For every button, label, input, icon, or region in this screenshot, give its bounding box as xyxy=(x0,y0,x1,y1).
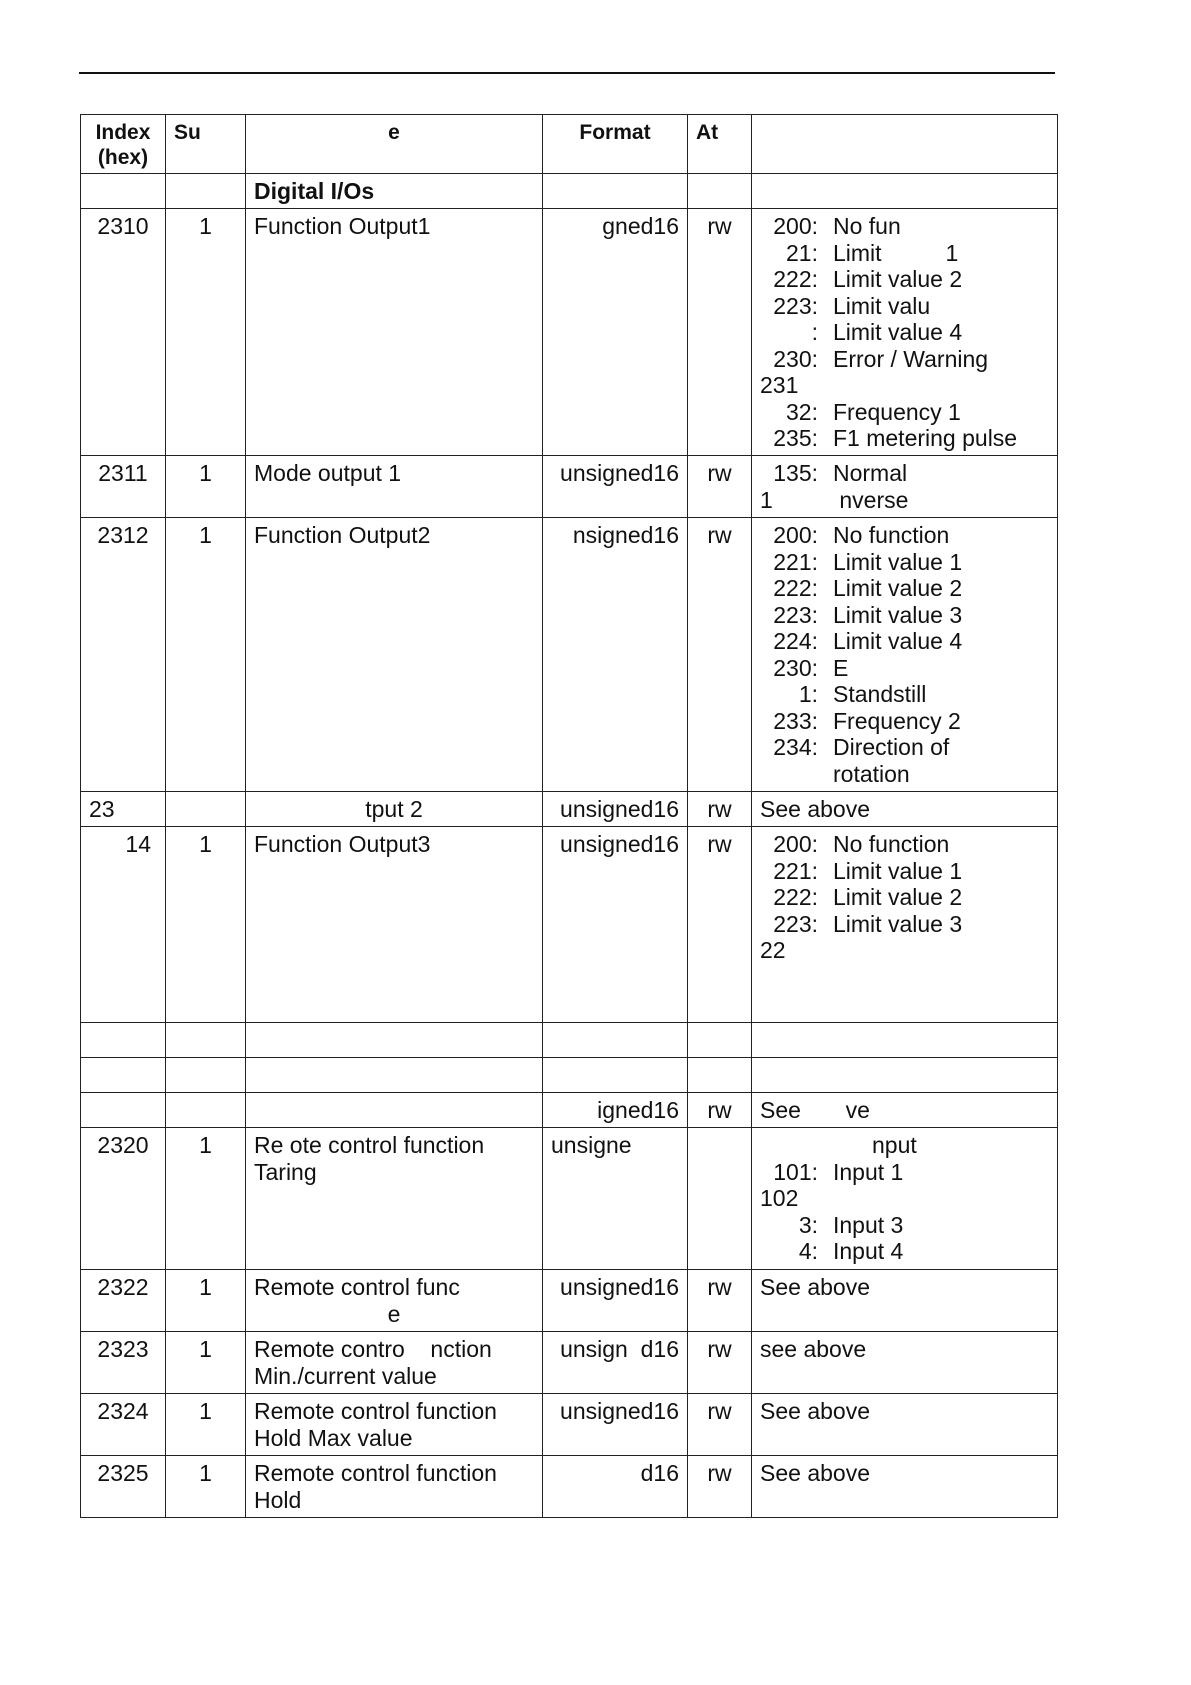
value-line xyxy=(760,399,1049,426)
value-code: 231 xyxy=(760,372,799,398)
value-line xyxy=(760,549,1049,576)
value-line xyxy=(760,346,1049,373)
values-cell xyxy=(752,518,1058,792)
value-text: Limit value 3 xyxy=(833,601,963,628)
value-code: 233: xyxy=(773,707,818,734)
value-code: 222: xyxy=(773,884,818,910)
access-cell: rw xyxy=(688,792,752,827)
value-text: F1 metering pulse xyxy=(833,425,1018,451)
value-text: Input 3 xyxy=(833,1211,904,1238)
value-text: nverse xyxy=(833,486,909,513)
col-values-header xyxy=(752,115,1058,174)
value-text: Frequency 1 xyxy=(833,398,961,425)
value-line xyxy=(760,708,1049,735)
name-cell: Function Output2 xyxy=(246,518,543,792)
value-code: 223: xyxy=(773,292,818,319)
table-row xyxy=(81,1270,1058,1332)
values-cell: See above xyxy=(752,792,1058,827)
index-cell: 2324 xyxy=(81,1394,166,1456)
name-line: Remote control func xyxy=(254,1274,460,1300)
format-cell: unsigned16 xyxy=(543,792,688,827)
value-heading: nput xyxy=(872,1132,917,1158)
value-text: E xyxy=(833,654,849,681)
subindex-cell: 1 xyxy=(166,1394,246,1456)
value-code: 222: xyxy=(773,266,818,292)
name-cell xyxy=(246,1270,543,1332)
section-row xyxy=(81,174,1058,209)
value-text: Direction of rotation xyxy=(833,734,950,787)
value-line xyxy=(760,858,1049,885)
name-cell: Remote contro nction Min./current value xyxy=(246,1332,543,1394)
empty-row xyxy=(81,1023,1058,1058)
table-row xyxy=(81,1332,1058,1394)
name-cell: Re ote control function Taring xyxy=(246,1128,543,1270)
value-text: Limit value 3 xyxy=(833,910,963,937)
subindex-cell xyxy=(166,1093,246,1128)
index-cell: 2325 xyxy=(81,1456,166,1518)
index-cell xyxy=(81,1093,166,1128)
value-code: 1: xyxy=(798,681,818,707)
format-cell: unsigne xyxy=(543,1128,688,1270)
value-text: Input 1 xyxy=(833,1158,904,1185)
format-cell: unsign d16 xyxy=(543,1332,688,1394)
table-row xyxy=(81,456,1058,518)
object-dictionary-table xyxy=(80,114,1058,1518)
values-cell xyxy=(752,456,1058,518)
access-cell: rw xyxy=(688,209,752,456)
index-cell: 2311 xyxy=(81,456,166,518)
value-text: Frequency 2 xyxy=(833,707,961,734)
format-cell: gned16 xyxy=(543,209,688,456)
value-line xyxy=(760,522,1049,549)
format-cell: d16 xyxy=(543,1456,688,1518)
format-cell: igned16 xyxy=(543,1093,688,1128)
value-text: Limit value 1 xyxy=(833,857,963,884)
value-text xyxy=(818,937,833,964)
value-code: 21: xyxy=(786,239,818,266)
format-cell: unsigned16 xyxy=(543,456,688,518)
value-line xyxy=(760,1212,1049,1239)
subindex-cell: 1 xyxy=(166,1456,246,1518)
value-text: Limit value 4 xyxy=(833,319,963,345)
index-cell: 2323 xyxy=(81,1332,166,1394)
values-cell: see above xyxy=(752,1332,1058,1394)
value-text: Limit 1 xyxy=(833,239,959,266)
name-cell: Remote control function Hold xyxy=(246,1456,543,1518)
value-line xyxy=(760,319,1049,346)
value-text: Limit value 1 xyxy=(833,548,963,575)
value-code: 221: xyxy=(773,857,818,884)
table-row xyxy=(81,1128,1058,1270)
value-line xyxy=(760,602,1049,629)
subindex-cell: 1 xyxy=(166,1128,246,1270)
name-cell: Function Output1 xyxy=(246,209,543,456)
table-row xyxy=(81,792,1058,827)
col-format-header: Format xyxy=(543,115,688,174)
index-cell: 14 xyxy=(81,827,166,1023)
value-code: 135: xyxy=(773,460,818,486)
values-cell: See above xyxy=(752,1456,1058,1518)
value-line xyxy=(760,884,1049,911)
table-row xyxy=(81,1456,1058,1518)
value-line xyxy=(760,460,1049,487)
index-cell: 2320 xyxy=(81,1128,166,1270)
value-text xyxy=(818,372,833,399)
value-line xyxy=(760,425,1049,452)
section-title: Digital I/Os xyxy=(246,174,543,209)
value-code: : xyxy=(811,319,818,345)
value-text: No fun xyxy=(833,213,901,239)
value-line xyxy=(760,831,1049,858)
value-text: Standstill xyxy=(833,681,927,707)
value-text: Error / Warning xyxy=(833,345,989,372)
subindex-cell: 1 xyxy=(166,1270,246,1332)
value-code: 224: xyxy=(773,628,818,654)
value-code: 22 xyxy=(760,937,786,963)
value-text: Limit valu xyxy=(833,292,931,319)
value-code: 101: xyxy=(773,1158,818,1185)
values-cell: See above xyxy=(752,1394,1058,1456)
values-cell xyxy=(752,1128,1058,1270)
value-text: Input 4 xyxy=(833,1238,904,1264)
value-text: Limit value 2 xyxy=(833,266,963,292)
value-text: No function xyxy=(833,831,950,857)
value-text: Normal xyxy=(833,460,908,486)
value-line xyxy=(760,1238,1049,1265)
index-cell: 2312 xyxy=(81,518,166,792)
table-row xyxy=(81,518,1058,792)
access-cell: rw xyxy=(688,1456,752,1518)
index-cell: 2310 xyxy=(81,209,166,456)
access-cell: rw xyxy=(688,1270,752,1332)
value-line xyxy=(760,487,1049,514)
value-code: 200: xyxy=(773,522,818,548)
value-line xyxy=(760,372,1049,399)
value-line xyxy=(760,293,1049,320)
access-cell: rw xyxy=(688,1394,752,1456)
value-line xyxy=(760,266,1049,293)
table-row xyxy=(81,827,1058,1023)
value-line xyxy=(760,734,1049,787)
subindex-cell: 1 xyxy=(166,209,246,456)
format-cell: unsigned16 xyxy=(543,1394,688,1456)
values-cell: See ve xyxy=(752,1093,1058,1128)
index-cell: 2322 xyxy=(81,1270,166,1332)
name-cell: Remote control function Hold Max value xyxy=(246,1394,543,1456)
subindex-cell xyxy=(166,792,246,827)
value-line xyxy=(760,681,1049,708)
value-line xyxy=(760,213,1049,240)
value-code: 4: xyxy=(798,1238,818,1264)
empty-row xyxy=(81,1058,1058,1093)
value-line xyxy=(760,628,1049,655)
value-line xyxy=(760,240,1049,267)
access-cell: rw xyxy=(688,456,752,518)
name-cell: tput 2 xyxy=(246,792,543,827)
name-cell: Function Output3 xyxy=(246,827,543,1023)
format-cell: unsigned16 xyxy=(543,827,688,1023)
value-line xyxy=(760,655,1049,682)
subindex-cell: 1 xyxy=(166,456,246,518)
values-cell xyxy=(752,827,1058,1023)
value-code: 1 xyxy=(760,486,773,513)
value-text: Limit value 2 xyxy=(833,575,963,601)
value-text: Limit value 2 xyxy=(833,884,963,910)
value-code: 200: xyxy=(773,831,818,857)
col-access-header: At xyxy=(688,115,752,174)
subindex-cell: 1 xyxy=(166,1332,246,1394)
value-line xyxy=(760,1185,1049,1212)
value-code: 222: xyxy=(773,575,818,601)
subindex-cell: 1 xyxy=(166,518,246,792)
value-code: 223: xyxy=(773,601,818,628)
value-code: 235: xyxy=(773,425,818,451)
access-cell: rw xyxy=(688,1093,752,1128)
name-line: e xyxy=(387,1300,401,1327)
table-row xyxy=(81,1093,1058,1128)
value-code: 230: xyxy=(773,654,818,681)
access-cell: rw xyxy=(688,518,752,792)
value-code: 32: xyxy=(786,398,818,425)
access-cell xyxy=(688,1128,752,1270)
values-cell: See above xyxy=(752,1270,1058,1332)
access-cell: rw xyxy=(688,1332,752,1394)
table-row xyxy=(81,1394,1058,1456)
subindex-cell: 1 xyxy=(166,827,246,1023)
values-cell xyxy=(752,209,1058,456)
access-cell: rw xyxy=(688,827,752,1023)
value-line xyxy=(760,911,1049,938)
value-line xyxy=(760,1159,1049,1186)
value-text: Limit value 4 xyxy=(833,628,963,654)
value-text xyxy=(818,1185,833,1212)
value-code: 230: xyxy=(773,345,818,372)
col-subindex-header: Su xyxy=(166,115,246,174)
table-row xyxy=(81,209,1058,456)
value-text: No function xyxy=(833,522,950,548)
value-code: 234: xyxy=(773,734,818,760)
index-cell: 23 xyxy=(81,792,166,827)
format-cell: nsigned16 xyxy=(543,518,688,792)
value-line xyxy=(760,937,1049,964)
header-rule xyxy=(79,72,1055,74)
value-line xyxy=(760,575,1049,602)
format-cell: unsigned16 xyxy=(543,1270,688,1332)
col-name-header: e xyxy=(246,115,543,174)
value-code: 3: xyxy=(798,1211,818,1238)
table-header-row xyxy=(81,115,1058,174)
col-index-header: Index (hex) xyxy=(81,115,166,174)
name-cell xyxy=(246,1093,543,1128)
value-code: 200: xyxy=(773,213,818,239)
value-code: 221: xyxy=(773,548,818,575)
name-cell: Mode output 1 xyxy=(246,456,543,518)
value-code: 102 xyxy=(760,1185,799,1211)
value-code: 223: xyxy=(773,910,818,937)
